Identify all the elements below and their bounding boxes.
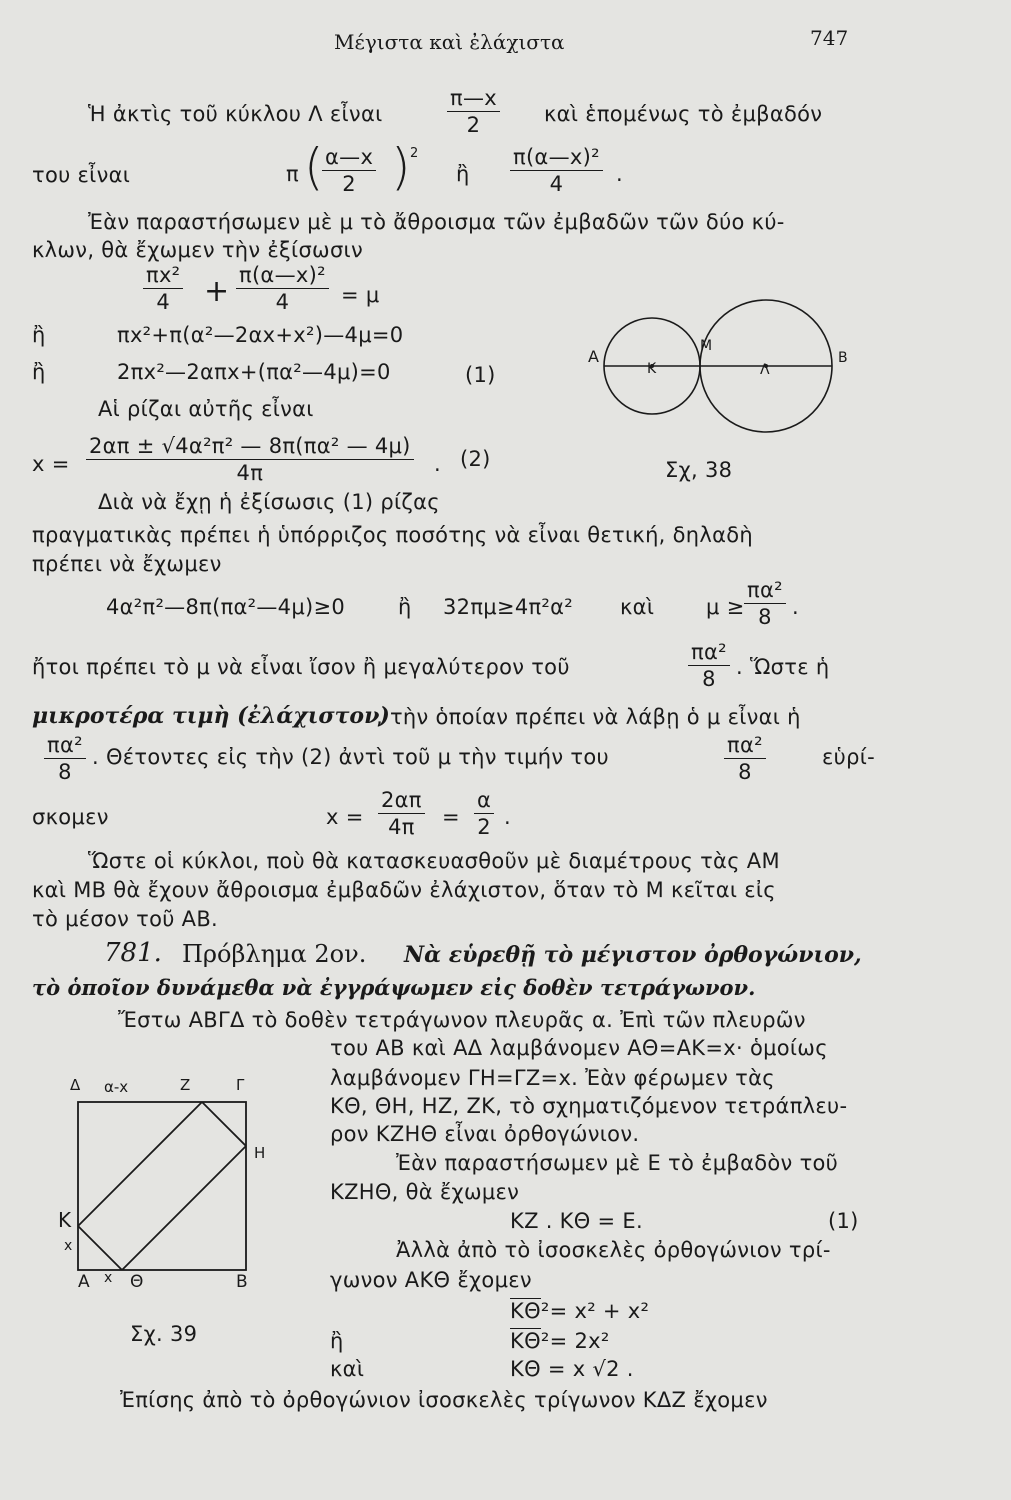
text-line: καὶ ἑπομένως τὸ ἐμβαδόν <box>544 102 823 126</box>
equation: ΚΖ . ΚΘ = Ε. <box>510 1209 643 1233</box>
plus-sign: + <box>204 274 230 309</box>
text-line: γωνον ΑΚΘ ἔχομεν <box>330 1268 532 1292</box>
text-line: . Ὥστε ἡ <box>736 655 830 679</box>
equation: πx²+π(α²—2αx+x²)—4μ=0 <box>117 323 404 347</box>
period: . <box>792 595 799 619</box>
text-line: ἤτοι πρέπει τὸ μ νὰ εἶναι ἴσον ἢ μεγαλύτερον τοῦ <box>32 655 570 679</box>
equation-number: (1) <box>465 363 496 387</box>
text-line: Ἡ ἀκτὶς τοῦ κύκλου Λ εἶναι <box>88 102 383 126</box>
fraction: $\frac{\text{πα²}}{8}$ <box>744 578 786 629</box>
text-line: Ἔστω ΑΒΓΔ τὸ δοθὲν τετράγωνον πλευρᾶς α. Ἐπὶ τῶν πλευρῶν <box>118 1008 806 1032</box>
inequality: 4α²π²—8π(πα²—4μ)≥0 <box>106 595 346 619</box>
text-line: ΚΘ, ΘΗ, ΗΖ, ΖΚ, τὸ σχηματιζόμενον τετράπλευ- <box>330 1094 848 1118</box>
text-or: ἢ <box>330 1329 344 1353</box>
equation-lhs: x = <box>32 452 70 476</box>
paren-right: ) <box>391 138 411 196</box>
fig39-label: Α <box>78 1272 90 1292</box>
fraction: $\frac{\text{πx²}}{4}$ <box>143 263 183 314</box>
text-line: Ἐὰν παραστήσωμεν μὲ μ τὸ ἄθροισμα τῶν ἐμβαδῶν τῶν δύο κύ- <box>88 210 785 234</box>
fig39-label: x <box>64 1238 73 1254</box>
fraction: $\frac{\alpha}{2}$ <box>474 788 494 839</box>
text-line: Ἐπίσης ἀπὸ τὸ ὀρθογώνιον ἰσοσκελὲς τρίγωνον ΚΔΖ ἔχομεν <box>120 1388 768 1412</box>
text-line: ρον ΚΖΗΘ εἶναι ὀρθογώνιον. <box>330 1122 640 1146</box>
fig39-label: Ζ <box>180 1076 191 1094</box>
equation-lhs: x = <box>326 805 364 829</box>
equals-sign: = <box>442 805 460 829</box>
fraction: $\frac{\text{π(α—x)²}}{4}$ <box>236 263 329 314</box>
equation: ΚΘ = x √2 . <box>510 1357 634 1381</box>
text-line: , τὴν ὁποίαν πρέπει νὰ λάβῃ ὁ μ εἶναι ἡ <box>376 705 801 729</box>
fraction: $\frac{\text{2απ ± √4α²π² — 8π(πα² — 4μ)}}{4\pi}$ <box>86 434 414 485</box>
fraction: $\frac{2\alpha\pi}{4\pi}$ <box>378 788 425 839</box>
segment-zh <box>202 1102 246 1146</box>
text-line: Ὥστε οἱ κύκλοι, ποὺ θὰ κατασκευασθοῦν μὲ διαμέτρους τὰς ΑΜ <box>88 849 780 873</box>
text-line: καὶ ΜΒ θὰ ἔχουν ἄθροισμα ἐμβαδῶν ἐλάχιστον, ὅταν τὸ Μ κεῖται εἰς <box>32 878 776 902</box>
fig38-label: Β <box>838 350 848 366</box>
fraction: $\frac{\text{πα²}}{8}$ <box>688 640 730 691</box>
fig38-label: Κ <box>647 361 657 377</box>
equation-rhs: = μ <box>341 283 380 307</box>
figure-38-caption: Σχ, 38 <box>665 458 733 482</box>
inequality: μ ≥ <box>706 595 745 619</box>
fraction: $\frac{\text{π(α—x)²}}{4}$ <box>510 145 603 196</box>
equation-number: (2) <box>460 447 491 471</box>
equation-number: (1) <box>828 1209 859 1233</box>
fig39-label: Δ <box>70 1076 81 1094</box>
equation: ΚΘ²= x² + x² <box>510 1299 650 1323</box>
equation: ΚΘ²= 2x² <box>510 1329 610 1353</box>
text-line: ΚΖΗΘ, θὰ ἔχωμεν <box>330 1180 520 1204</box>
text-line: . Θέτοντες εἰς τὴν (2) ἀντὶ τοῦ μ τὴν τιμήν του <box>92 745 609 769</box>
text-line: Ἐὰν παραστήσωμεν μὲ Ε τὸ ἐμβαδὸν τοῦ <box>396 1151 839 1175</box>
figure-39-caption: Σχ. 39 <box>130 1322 198 1346</box>
page-number: 747 <box>810 26 849 50</box>
fraction: $\frac{\text{πα²}}{8}$ <box>724 733 766 784</box>
fig39-label: Β <box>236 1272 248 1292</box>
inequality: 32πμ≥4π²α² <box>443 595 574 619</box>
text-or: ἢ <box>32 323 46 347</box>
figure-39-diagram <box>60 1080 290 1290</box>
text-line: σκομεν <box>32 805 109 829</box>
fig39-label: Θ <box>130 1272 144 1292</box>
fraction: $\frac{\text{πα²}}{8}$ <box>44 733 86 784</box>
section-statement: τὸ ὁποῖον δυνάμεθα νὰ ἐγγράψωμεν εἰς δοθὲν τετράγωνον. <box>32 975 756 1000</box>
square-abgd <box>78 1102 246 1270</box>
emphasis-text: μικροτέρα τιμὴ (ἐλάχιστον) <box>32 703 390 729</box>
section-statement: Νὰ εὑρεθῇ τὸ μέγιστον ὀρθογώνιον, <box>404 942 862 968</box>
text-line: λαμβάνομεν ΓΗ=ΓΖ=x. Ἐὰν φέρωμεν τὰς <box>330 1066 775 1090</box>
text-or: ἢ <box>398 595 412 619</box>
text-line: τὸ μέσον τοῦ ΑΒ. <box>32 907 219 931</box>
text-line: πρέπει νὰ ἔχωμεν <box>32 552 222 576</box>
fig39-label: α-x <box>104 1078 129 1096</box>
text-line: εὑρί- <box>822 745 876 769</box>
text-and: καὶ <box>620 595 655 619</box>
equation: 2πx²—2απx+(πα²—4μ)=0 <box>117 360 391 384</box>
section-number: 781. <box>104 938 162 968</box>
fig39-label: x <box>104 1270 113 1286</box>
fig39-label: Κ <box>58 1208 72 1232</box>
exponent: 2 <box>410 146 419 161</box>
fraction: $\frac{\pi—x}{2}$ <box>447 86 500 137</box>
fig38-label: Α <box>588 347 599 366</box>
fraction: $\frac{\alpha—x}{2}$ <box>322 145 376 196</box>
text-line: του εἶναι <box>32 163 131 187</box>
fig39-label: Η <box>254 1144 266 1162</box>
period: . <box>434 452 441 476</box>
text-line: Αἱ ρίζαι αὐτῆς εἶναι <box>98 397 314 421</box>
period: . <box>616 162 623 186</box>
paren-left: ( <box>304 138 324 196</box>
text-line: Ἀλλὰ ἀπὸ τὸ ἰσοσκελὲς ὀρθογώνιον τρί- <box>396 1238 831 1262</box>
text-line: πραγματικὰς πρέπει ἡ ὑπόρριζος ποσότης νὰ εἶναι θετική, δηλαδὴ <box>32 523 754 547</box>
figure-38-diagram <box>580 280 860 450</box>
text-line: κλων, θὰ ἔχωμεν τὴν ἐξίσωσιν <box>32 238 363 262</box>
fig38-label: Λ <box>760 362 770 378</box>
fig39-label: Γ <box>236 1076 245 1094</box>
text-and: καὶ <box>330 1357 365 1381</box>
text-line: του ΑΒ καὶ ΑΔ λαμβάνομεν ΑΘ=ΑΚ=x· ὁμοίως <box>330 1036 828 1060</box>
text-or: ἢ <box>456 162 470 186</box>
running-header: Μέγιστα καὶ ἐλάχιστα <box>334 30 565 54</box>
text-line: Διὰ νὰ ἔχῃ ἡ ἐξίσωσις (1) ρίζας <box>98 490 440 514</box>
segment-tk <box>78 1226 122 1270</box>
text-or: ἢ <box>32 360 46 384</box>
section-title: Πρόβλημα 2ον. <box>182 940 367 968</box>
math-pi: π <box>286 162 299 186</box>
period: . <box>504 805 511 829</box>
fig38-label: Μ <box>700 338 713 354</box>
